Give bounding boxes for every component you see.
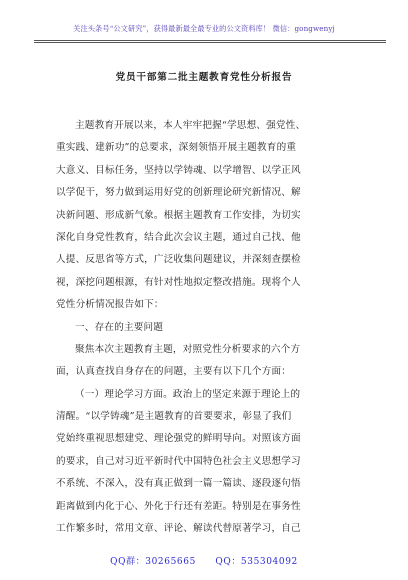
body-line: 距离做到内化于心、外化于行还有差距。特别是在事务性 xyxy=(56,500,301,512)
body-line: 以学促干，努力做到运用好党的创新理论研究新情况、解 xyxy=(56,187,301,199)
body-line: 大意义、目标任务，坚持以学铸魂、以学增智、以学正风 xyxy=(56,164,301,176)
body-line: 一、存在的主要问题 xyxy=(75,321,164,333)
footer-qq-group: QQ群：30265665 xyxy=(110,557,196,567)
body-line: 重实践、建新功”的总要求，深刻领悟开展主题教育的重 xyxy=(56,142,297,154)
footer-qq: QQ：535304092 xyxy=(215,557,298,567)
body-line: 党性分析情况报告如下： xyxy=(56,299,164,311)
body-line: 聚焦本次主题教育主题，对照党性分析要求的六个方 xyxy=(75,343,301,355)
header-rule-top xyxy=(34,40,386,41)
body-line: 人提、反思省等方式，广泛收集问题建议，并深刻查摆检 xyxy=(56,254,301,266)
body-line: 的要求，自己对习近平新时代中国特色社会主义思想学习 xyxy=(56,455,301,467)
document-title: 党员干部第二批主题教育党性分析报告 xyxy=(115,72,293,83)
body-line: 清醒。“以学铸魂”是主题教育的首要要求，彰显了我们 xyxy=(56,411,292,423)
body-line: 党始终重视思想建党、理论强党的鲜明导向。对照该方面 xyxy=(56,433,301,445)
body-line: 面，认真查找自身存在的问题，主要有以下几个方面： xyxy=(56,366,292,378)
body-line: 不系统、不深入，没有真正做到一篇一篇读、逐段逐句悟 xyxy=(56,478,301,490)
body-line: 工作繁多时，常用文章、评论、解读代替原著学习，自己 xyxy=(56,523,301,535)
footer-contact xyxy=(0,554,408,567)
header-promo-text: 关注头条号“公文研究”，获得最新最全最专业的公文资料库！ 微信：gongwenyj xyxy=(73,24,335,33)
document-body xyxy=(56,115,356,540)
body-line: 深化自身党性教育，结合此次会议主题，通过自己找、他 xyxy=(56,231,301,243)
body-line: 视，深挖问题根源，有针对性地拟定整改措施。现将个人 xyxy=(56,276,301,288)
header-rule-bottom xyxy=(34,42,386,43)
body-line: （一）理论学习方面。政治上的坚定来源于理论上的 xyxy=(75,388,301,400)
body-line: 主题教育开展以来，本人牢牢把握“学思想、强党性、 xyxy=(75,120,306,131)
body-line: 决新问题、形成新气象。根据主题教育工作安排，为切实 xyxy=(56,209,301,221)
